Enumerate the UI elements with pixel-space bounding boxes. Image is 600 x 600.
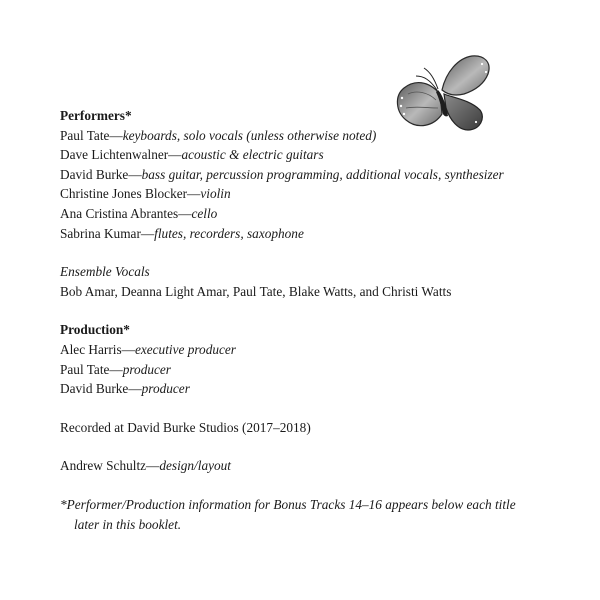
performer-line bbox=[60, 145, 540, 165]
performer-role: acoustic & electric guitars bbox=[181, 147, 324, 163]
em-dash: — bbox=[109, 127, 123, 143]
design-role: design/layout bbox=[159, 458, 231, 474]
em-dash: — bbox=[178, 205, 192, 221]
em-dash: — bbox=[128, 381, 142, 397]
spacer bbox=[60, 243, 540, 262]
design-credit bbox=[60, 456, 540, 476]
ensemble-heading: Ensemble Vocals bbox=[60, 264, 150, 280]
em-dash: — bbox=[187, 186, 201, 202]
production-line bbox=[60, 340, 540, 360]
performer-name: David Burke bbox=[60, 166, 129, 182]
performer-role: bass guitar, percussion programming, additional vocals, synthesizer bbox=[141, 166, 504, 182]
performer-line bbox=[60, 165, 540, 185]
spacer bbox=[60, 437, 540, 456]
production-name: Alec Harris bbox=[60, 341, 122, 357]
em-dash: — bbox=[140, 225, 155, 241]
production-role: executive producer bbox=[134, 341, 236, 357]
em-dash: — bbox=[128, 166, 142, 182]
credits bbox=[60, 106, 540, 534]
performers-heading: Performers* bbox=[60, 108, 132, 123]
performer-name: Sabrina Kumar bbox=[60, 225, 141, 241]
recorded-note: Recorded at David Burke Studios (2017–2018) bbox=[60, 419, 311, 435]
performer-role: violin bbox=[200, 186, 231, 202]
performer-role: cello bbox=[191, 205, 218, 221]
production-role: producer bbox=[122, 361, 171, 377]
performer-role: flutes, recorders, saxophone bbox=[154, 225, 304, 241]
spacer bbox=[60, 476, 540, 495]
performer-line bbox=[60, 224, 540, 244]
em-dash: — bbox=[146, 458, 160, 474]
spacer bbox=[60, 301, 540, 320]
performer-name: Christine Jones Blocker bbox=[60, 186, 188, 202]
spacer bbox=[60, 399, 540, 418]
performer-line bbox=[60, 126, 540, 146]
performer-name: Dave Lichtenwalner bbox=[60, 147, 169, 163]
production-name: David Burke bbox=[60, 381, 129, 397]
ensemble-names: Bob Amar, Deanna Light Amar, Paul Tate, Blake Watts, and Christi Watts bbox=[60, 283, 452, 299]
em-dash: — bbox=[109, 361, 123, 377]
footnote: *Performer/Production information for Bonus Tracks 14–16 appears below each title later in this booklet. bbox=[60, 496, 516, 532]
performer-line bbox=[60, 184, 540, 204]
production-line bbox=[60, 379, 540, 399]
design-name: Andrew Schultz bbox=[60, 458, 147, 474]
performer-role: keyboards, solo vocals (unless otherwise noted) bbox=[122, 127, 377, 143]
em-dash: — bbox=[168, 147, 182, 163]
production-name: Paul Tate bbox=[60, 361, 110, 377]
production-heading: Production* bbox=[60, 322, 130, 338]
performer-name: Paul Tate bbox=[60, 127, 110, 143]
em-dash: — bbox=[121, 341, 135, 357]
performer-line bbox=[60, 204, 540, 224]
production-line bbox=[60, 360, 540, 380]
performer-name: Ana Cristina Abrantes bbox=[60, 205, 179, 221]
production-role: producer bbox=[141, 381, 190, 397]
